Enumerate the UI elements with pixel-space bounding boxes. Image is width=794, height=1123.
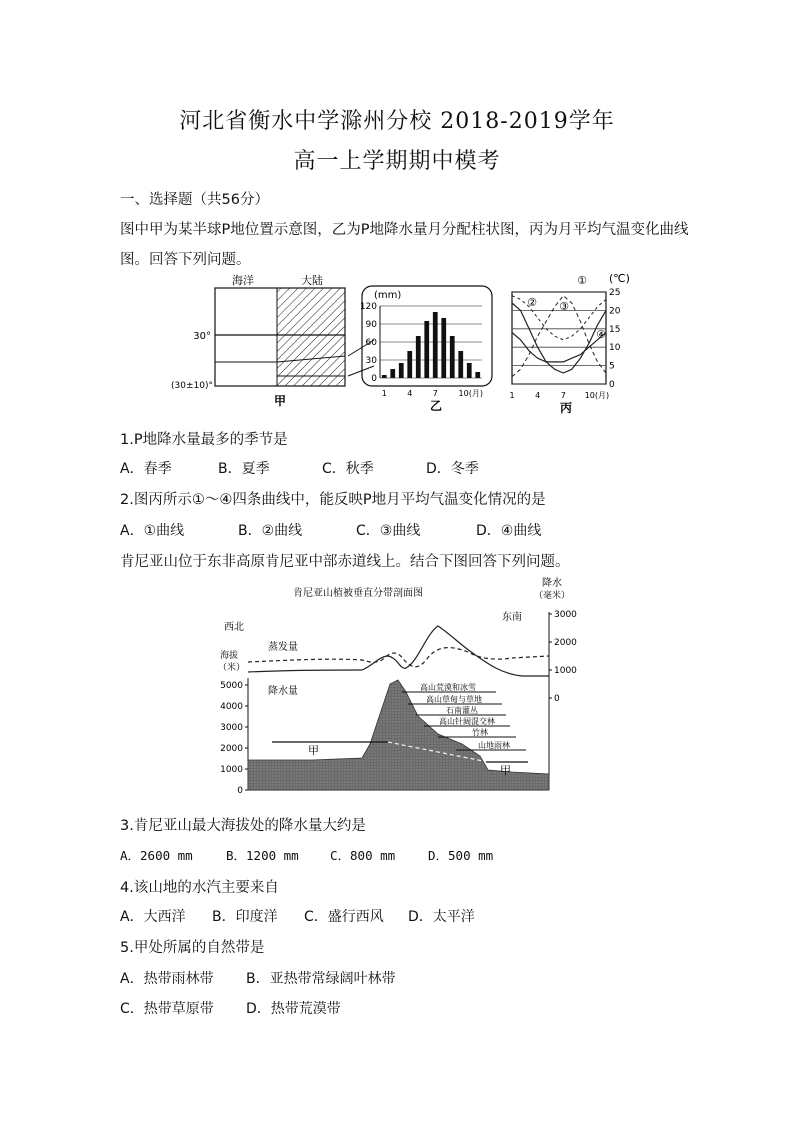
bing-curve-label-3: ③ xyxy=(559,300,569,313)
q3-option-c[interactable]: C．800 mm xyxy=(330,848,396,863)
yi-bar-1 xyxy=(382,375,387,378)
q2-option-c[interactable]: C．③曲线 xyxy=(356,523,421,539)
q1-stem: 1.P地降水量最多的季节是 xyxy=(120,432,288,448)
q2-stem: 2.图丙所示①～④四条曲线中，能反映P地月平均气温变化情况的是 xyxy=(120,492,546,508)
kenya-left-tick: 4000 xyxy=(220,702,243,712)
precip-label: 降水量 xyxy=(268,686,298,697)
zone-label-1: 高山荒漠和冰雪 xyxy=(420,683,476,692)
yi-bar-4 xyxy=(407,351,412,378)
kenya-title: 肯尼亚山植被垂直分带剖面图 xyxy=(293,588,423,599)
doc-title-line1: 河北省衡水中学滁州分校 2018-2019学年 xyxy=(179,109,615,134)
intro1-line1: 图中甲为某半球P地位置示意图，乙为P地降水量月分配柱状图，丙为月平均气温变化曲线 xyxy=(120,222,689,238)
jia-right-label: 甲 xyxy=(500,764,511,777)
bing-xtick-label: 10(月) xyxy=(584,391,610,400)
yi-bar-2 xyxy=(390,369,395,378)
bing-ytick-label: 0 xyxy=(609,380,615,390)
q3-stem: 3.肯尼亚山最大海拔处的降水量大约是 xyxy=(120,818,366,834)
q1-option-c[interactable]: C．秋季 xyxy=(322,461,374,477)
q5-option-b[interactable]: B．亚热带常绿阔叶林带 xyxy=(246,971,396,987)
zone-label-4: 高山针阔混交林 xyxy=(439,717,495,726)
evap-label: 蒸发量 xyxy=(268,642,298,653)
jia-land-label: 大陆 xyxy=(301,274,323,287)
yi-xtick-label: 10(月) xyxy=(458,389,483,398)
q5-stem: 5.甲处所属的自然带是 xyxy=(120,940,265,956)
jia-caption: 甲 xyxy=(273,394,287,408)
jia-latrange-label: (30±10)° xyxy=(171,381,213,391)
q3-option-b[interactable]: B．1200 mm xyxy=(226,848,299,863)
zone-label-2: 高山草甸与草地 xyxy=(426,695,482,704)
bing-ytick-label: 25 xyxy=(609,288,621,298)
bing-ytick-label: 10 xyxy=(609,343,621,354)
section-heading: 一、选择题（共56分） xyxy=(120,192,269,208)
yi-bar-6 xyxy=(424,321,429,378)
right-axis-label-2: （毫米） xyxy=(533,591,571,601)
yi-bar-5 xyxy=(416,336,421,378)
doc-title-line2: 高一上学期期中模考 xyxy=(293,149,501,174)
q5-option-d[interactable]: D．热带荒漠带 xyxy=(246,1001,341,1017)
bing-ytick-label: 5 xyxy=(609,361,615,372)
figure-yi xyxy=(358,282,498,414)
q2-option-d[interactable]: D．④曲线 xyxy=(476,523,542,539)
bing-caption: 丙 xyxy=(559,401,573,415)
intro1-line2: 图。回答下列问题。 xyxy=(120,252,251,268)
kenya-right-tick: 0 xyxy=(554,694,560,704)
figure-kenya-profile xyxy=(212,574,584,802)
kenya-left-tick: 3000 xyxy=(220,723,243,733)
kenya-right-tick: 1000 xyxy=(554,666,577,676)
jia-left-label: 甲 xyxy=(308,744,319,757)
left-axis-label-2: （米） xyxy=(218,663,246,673)
yi-ytick-label: 30 xyxy=(365,356,377,366)
intro2: 肯尼亚山位于东非高原肯尼亚中部赤道线上。结合下图回答下列问题。 xyxy=(120,554,570,570)
zone-label-6: 山地雨林 xyxy=(478,741,510,750)
yi-ytick-label: 90 xyxy=(365,320,377,330)
kenya-left-tick: 2000 xyxy=(220,744,243,754)
zone-label-3: 石南灌丛 xyxy=(446,706,478,715)
kenya-left-tick: 0 xyxy=(237,786,243,796)
q5-option-c[interactable]: C．热带草原带 xyxy=(120,1001,214,1017)
yi-ytick-label: 120 xyxy=(359,302,377,312)
q3-option-a[interactable]: A．2600 mm xyxy=(120,848,193,863)
bing-xtick-label: 4 xyxy=(535,391,541,400)
q4-stem: 4.该山地的水汽主要来自 xyxy=(120,880,279,896)
yi-unit: (mm) xyxy=(374,290,402,301)
q1-option-d[interactable]: D．冬季 xyxy=(426,461,479,477)
yi-ytick-label: 0 xyxy=(371,374,377,384)
figure-jia xyxy=(171,272,355,412)
kenya-right-tick: 2000 xyxy=(554,638,577,648)
bing-ytick-label: 15 xyxy=(609,324,621,335)
bing-xtick-label: 1 xyxy=(509,391,515,400)
yi-ytick-label: 60 xyxy=(365,338,377,348)
kenya-right-tick: 3000 xyxy=(554,610,577,620)
q2-option-b[interactable]: B．②曲线 xyxy=(238,523,303,539)
bing-curve-label-4: ④ xyxy=(596,328,606,341)
yi-bar-10 xyxy=(458,351,463,378)
q4-option-c[interactable]: C．盛行西风 xyxy=(304,909,384,925)
q4-option-d[interactable]: D．太平洋 xyxy=(408,909,475,925)
yi-bar-3 xyxy=(399,363,404,378)
q4-option-a[interactable]: A．大西洋 xyxy=(120,909,186,925)
q2-option-a[interactable]: A．①曲线 xyxy=(120,523,185,539)
zone-label-5: 竹林 xyxy=(472,728,488,737)
bing-curve-label-2: ② xyxy=(527,296,537,309)
southeast-label: 东南 xyxy=(502,612,522,623)
yi-caption: 乙 xyxy=(429,399,443,413)
bing-ytick-label: 20 xyxy=(609,306,621,317)
jia-ocean-label: 海洋 xyxy=(232,274,254,287)
q1-option-a[interactable]: A．春季 xyxy=(120,461,172,477)
yi-xtick-label: 1 xyxy=(381,389,387,398)
figure-bing xyxy=(506,270,634,416)
left-axis-label-1: 海拔 xyxy=(220,651,239,661)
northwest-label: 西北 xyxy=(224,622,244,633)
yi-bar-8 xyxy=(441,318,446,378)
kenya-left-tick: 5000 xyxy=(220,681,243,691)
bing-curve-label-1: ① xyxy=(577,274,587,287)
q1-option-b[interactable]: B．夏季 xyxy=(218,461,270,477)
q4-option-b[interactable]: B．印度洋 xyxy=(212,909,278,925)
bing-xtick-label: 7 xyxy=(560,391,566,400)
q3-option-d[interactable]: D．500 mm xyxy=(428,848,494,863)
kenya-left-tick: 1000 xyxy=(220,765,243,775)
q5-option-a[interactable]: A．热带雨林带 xyxy=(120,971,214,987)
yi-xtick-label: 7 xyxy=(432,389,438,398)
yi-bar-11 xyxy=(467,363,472,378)
yi-xtick-label: 4 xyxy=(407,389,413,398)
right-axis-label-1: 降水 xyxy=(542,578,562,589)
yi-bar-7 xyxy=(433,312,438,378)
jia-lat30-label: 30° xyxy=(193,331,211,342)
yi-bar-9 xyxy=(450,336,455,378)
bing-unit: (℃) xyxy=(609,272,630,285)
yi-bar-12 xyxy=(475,372,480,378)
